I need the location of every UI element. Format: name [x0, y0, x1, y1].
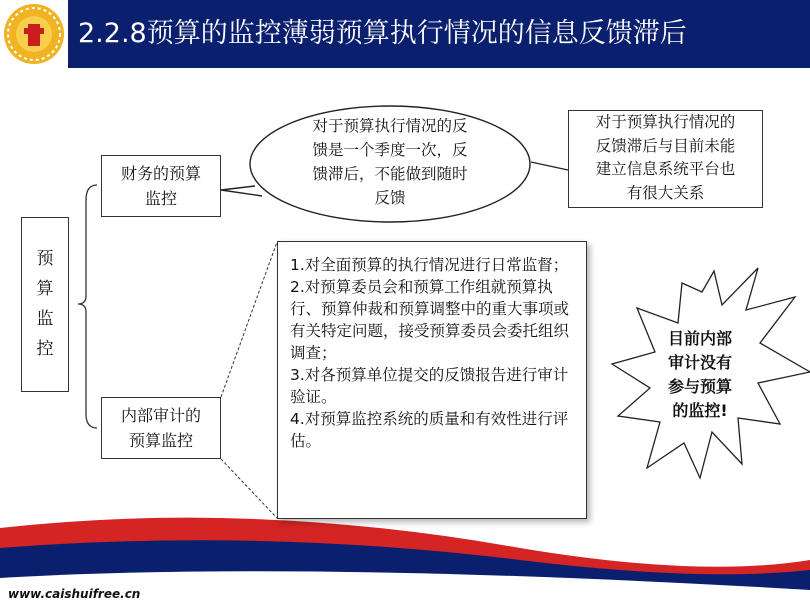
- burst-line: 参与预算: [667, 377, 732, 396]
- audit-dashed-bottom: [221, 459, 277, 518]
- callout-bubble-text: [292, 114, 488, 210]
- list-item: 1.对全面预算的执行情况进行日常监督；: [290, 256, 569, 274]
- bubble-line: 反馈: [374, 189, 406, 207]
- root-label-line: 监: [36, 309, 54, 329]
- list-item: 4.对预算监控系统的质量和有效性进行评估。: [290, 410, 569, 450]
- page-title: 2.2.8预算的监控薄弱预算执行情况的信息反馈滞后: [78, 18, 687, 49]
- burst-line: 的监控!: [672, 401, 728, 420]
- bubble-line: 馈是一个季度一次，反: [312, 141, 468, 159]
- finance-label-line: 财务的预算: [120, 164, 201, 183]
- bubble-line: 对于预算执行情况的反: [312, 117, 468, 135]
- burst-line: 目前内部: [667, 329, 732, 348]
- list-item: 3.对各预算单位提交的反馈报告进行审计验证。: [290, 366, 569, 406]
- list-item: 2.对预算委员会和预算工作组就预算执行、预算仲裁和预算调整中的重大事项或有关特定问题，接受预算委员会委托组织调查；: [290, 278, 570, 362]
- page-number: 31: [580, 579, 597, 594]
- root-label-line: 控: [36, 339, 54, 359]
- audit-dashed-top: [221, 242, 277, 397]
- internal-audit-budget-monitoring-box: [101, 397, 221, 459]
- root-label-line: 算: [36, 279, 54, 299]
- audit-duties-list: [277, 241, 587, 519]
- bubble-line: 馈滞后，不能做到随时: [312, 165, 468, 183]
- note-connector: [531, 162, 568, 170]
- note-box: [568, 110, 763, 208]
- root-brace: [78, 185, 97, 428]
- note-line: 反馈滞后与目前未能: [595, 136, 736, 155]
- burst-line: 审计没有: [667, 353, 732, 372]
- note-line: 对于预算执行情况的: [595, 113, 736, 131]
- finance-label-line: 监控: [144, 189, 177, 208]
- site-url: www.caishuifree.cn: [8, 587, 141, 601]
- root-label-line: 预: [36, 249, 54, 269]
- note-line: 有很大关系: [626, 183, 705, 202]
- root-box-budget-monitoring: [21, 217, 69, 392]
- note-line: 建立信息系统平台也: [595, 160, 736, 178]
- callout-bubble-tail: [221, 186, 262, 196]
- finance-budget-monitoring-box: [101, 155, 221, 217]
- audit-label-line: 预算监控: [128, 431, 193, 450]
- audit-label-line: 内部审计的: [120, 406, 201, 425]
- starburst-text: [655, 327, 745, 423]
